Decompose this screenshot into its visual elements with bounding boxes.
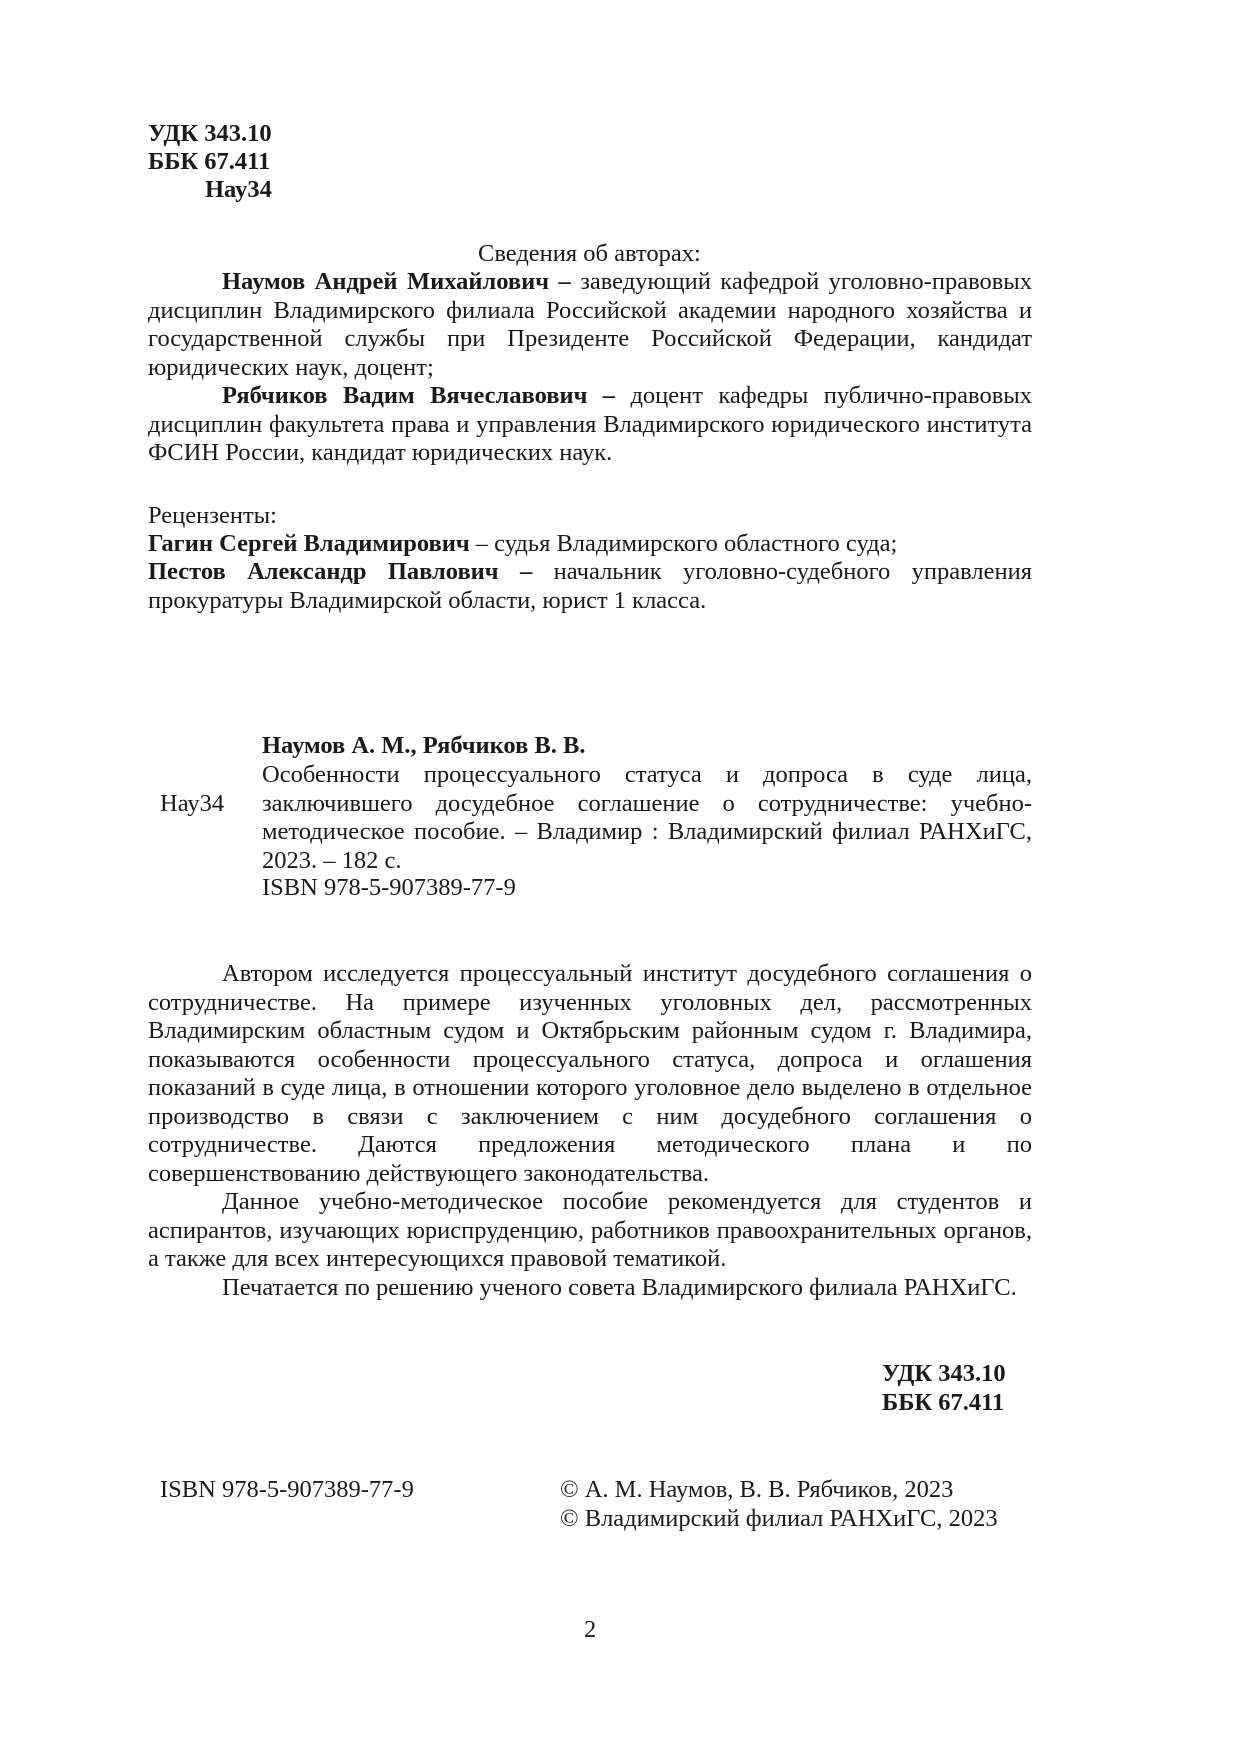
reviewer-name: Пестов Александр Павлович – — [148, 558, 533, 585]
udk-code-bottom: УДК 343.10 — [882, 1360, 1006, 1387]
annotation — [148, 960, 1032, 1302]
reviewer-description: начальник уголовно-судебного управления прокуратуры Владимирской области, юрист 1 класса. — [148, 558, 1032, 614]
imprint-isbn: ISBN 978-5-907389-77-9 — [160, 1476, 414, 1503]
reviewer-info-pestov — [148, 558, 1032, 615]
reviewer-description: – судья Владимирского областного суда; — [469, 530, 898, 557]
card-description: Особенности процессуального статуса и допроса в суде лица, заключившего досудебное соглашение о сотрудничестве: учебно-методическое пособие. – Владимир : Владимирский филиал РАНХиГС, 2023. – 182 с. — [262, 761, 1032, 874]
author-sign-top: Нау34 — [205, 176, 272, 203]
annotation-paragraph: Автором исследуется процессуальный институт досудебного соглашения о сотрудничестве. На примере изученных уголовных дел, рассмотренных Владимирским областным судом и Октябрьским районным судом г. Владимира, показываются особенности процессуального статуса, допроса и оглашения показаний в суде лица, в отношении которого уголовное дело выделено в отдельное производство в связи с заключением с ним досудебного соглашения о сотрудничестве. Даются предложения методического плана и по совершенствованию действующего законодательства. — [148, 960, 1032, 1187]
author-name: Рябчиков Вадим Вячеславович – — [222, 382, 616, 409]
reviewer-info-gagin — [148, 530, 1032, 559]
reviewers-section-title: Рецензенты: — [148, 502, 277, 529]
card-author-sign: Нау34 — [160, 790, 225, 817]
annotation-paragraph: Печатается по решению ученого совета Владимирского филиала РАНХиГС. — [222, 1273, 1017, 1301]
author-description: заведующий кафедрой уголовно-правовых дисциплин Владимирского филиала Российской академии народного хозяйства и государственной службы при Президенте Российской Федерации, кандидат юридических наук, доцент; — [148, 268, 1032, 381]
copyright-publisher: © Владимирский филиал РАНХиГС, 2023 — [560, 1505, 998, 1532]
author-description: доцент кафедры публично-правовых дисциплин факультета права и управления Владимирского юридического института ФСИН России, кандидат юридических наук. — [148, 382, 1032, 466]
reviewer-name: Гагин Сергей Владимирович — [148, 530, 470, 557]
authors-section-title: Сведения об авторах: — [478, 240, 701, 267]
author-name: Наумов Андрей Михайлович – — [222, 268, 571, 295]
udk-code-top: УДК 343.10 — [148, 120, 272, 147]
author-info-naumov — [148, 268, 1032, 382]
copyright-authors: © А. М. Наумов, В. В. Рябчиков, 2023 — [560, 1476, 954, 1503]
card-authors: Наумов А. М., Рябчиков В. В. — [262, 732, 586, 759]
card-isbn: ISBN 978-5-907389-77-9 — [262, 874, 516, 901]
bbk-code-top: ББК 67.411 — [148, 148, 271, 175]
annotation-paragraph: Данное учебно-методическое пособие рекомендуется для студентов и аспирантов, изучающих юриспруденцию, работников правоохранительных органов, а также для всех интересующихся правовой тематикой. — [148, 1188, 1032, 1272]
author-info-ryabchikov — [148, 382, 1032, 468]
bbk-code-bottom: ББК 67.411 — [882, 1389, 1005, 1416]
page-number: 2 — [584, 1616, 597, 1643]
